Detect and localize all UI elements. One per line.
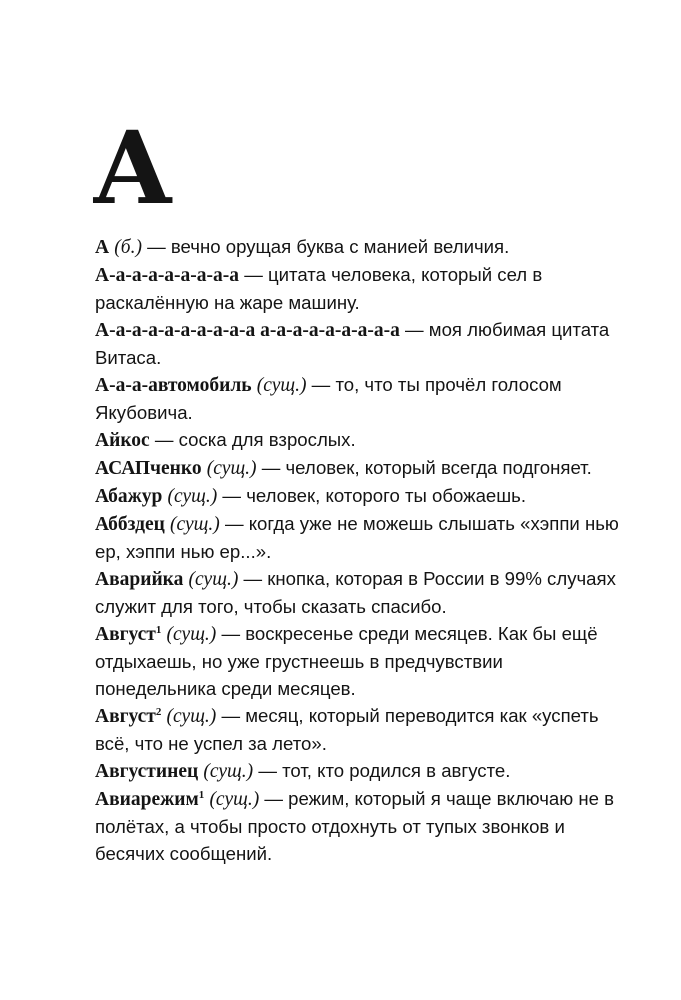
- dictionary-entry: А-а-а-а-а-а-а-а-а — цитата человека, который сел в раскалённую на жаре машину.: [95, 264, 543, 313]
- entry-term: А: [95, 237, 110, 258]
- entry-definition: цитата человека, который сел в раскалённую на жаре машину.: [95, 264, 543, 313]
- entry-definition: то, что ты прочёл голосом Якубовича.: [95, 374, 562, 423]
- entry-part-of-speech: (сущ.): [209, 789, 260, 810]
- dictionary-entry: Авиарежим$^1$ (сущ.) — режим, который я чаще включаю не в полётах, а чтобы просто отдохнуть от тупых звонков и бесячих сообщений.: [95, 788, 614, 864]
- entry-part-of-speech: (сущ.): [256, 375, 307, 396]
- entry-term: А-а-а-автомобиль: [95, 375, 252, 396]
- entry-superscript: 1: [198, 788, 205, 801]
- entry-part-of-speech: (сущ.): [166, 706, 217, 727]
- entry-term: Август: [95, 706, 156, 727]
- entry-part-of-speech: (сущ.): [166, 624, 217, 645]
- entry-definition: вечно орущая буква с манией величия.: [170, 236, 510, 257]
- dictionary-entry: АСАПченко (сущ.) — человек, который всегда подгоняет.: [95, 457, 592, 479]
- dictionary-entry: Августинец (сущ.) — тот, кто родился в августе.: [95, 760, 511, 782]
- entry-definition: кнопка, которая в России в 99% случаях служит для того, чтобы сказать спасибо.: [95, 568, 616, 617]
- entry-term: АСАПченко: [95, 458, 202, 479]
- entry-term: А-а-а-а-а-а-а-а-а-а а-а-а-а-а-а-а-а-а: [95, 320, 400, 341]
- dictionary-entry: А-а-а-а-а-а-а-а-а-а а-а-а-а-а-а-а-а-а — моя любимая цитата Витаса.: [95, 319, 610, 368]
- dictionary-entry: Август$^2$ (сущ.) — месяц, который переводится как «успеть всё, что не успел за лето».: [95, 705, 599, 754]
- entry-superscript: 2: [155, 705, 162, 718]
- entry-term: А-а-а-а-а-а-а-а-а: [95, 265, 240, 286]
- entry-definition: соска для взрослых.: [178, 429, 356, 450]
- entry-superscript: 1: [155, 623, 162, 636]
- dictionary-entry: А-а-а-автомобиль (сущ.) — то, что ты прочёл голосом Якубовича.: [95, 374, 562, 423]
- dictionary-entry: А (б.) — вечно орущая буква с манией величия.: [95, 236, 510, 258]
- entry-term: Авиарежим: [95, 789, 199, 810]
- entry-definition: человек, который всегда подгоняет.: [285, 457, 592, 478]
- entry-definition: месяц, который переводится как «успеть всё, что не успел за лето».: [95, 705, 599, 754]
- dictionary-entry: Айкос — соска для взрослых.: [95, 429, 356, 451]
- entry-definition: тот, кто родился в августе.: [282, 760, 511, 781]
- dictionary-entry: Аббздец (сущ.) — когда уже не можешь слышать «хэппи нью ер, хэппи нью ер...».: [95, 513, 619, 562]
- entry-part-of-speech: (сущ.): [203, 761, 254, 782]
- entry-term: Аббздец: [95, 514, 165, 535]
- entry-definition: моя любимая цитата Витаса.: [95, 319, 610, 368]
- entry-part-of-speech: (сущ.): [167, 486, 218, 507]
- entry-term: Абажур: [95, 486, 163, 507]
- section-letter-heading: А: [92, 109, 172, 227]
- entry-part-of-speech: (сущ.): [206, 458, 257, 479]
- dictionary-entry: Абажур (сущ.) — человек, которого ты обожаешь.: [95, 485, 527, 507]
- entry-definition: человек, которого ты обожаешь.: [246, 485, 527, 506]
- dictionary-entry: Аварийка (сущ.) — кнопка, которая в России в 99% случаях служит для того, чтобы сказать спасибо.: [95, 568, 616, 617]
- entry-part-of-speech: (б.): [114, 237, 142, 258]
- dictionary-entries: [95, 233, 625, 867]
- entry-term: Август: [95, 624, 156, 645]
- dictionary-entry: Август$^1$ (сущ.) — воскресенье среди месяцев. Как бы ещё отдыхаешь, но уже грустнеешь в предчувствии понедельника среди месяцев.: [95, 623, 598, 699]
- entry-definition: когда уже не можешь слышать «хэппи нью ер, хэппи нью ер...».: [95, 513, 619, 562]
- entry-part-of-speech: (сущ.): [188, 569, 239, 590]
- entry-term: Айкос: [95, 430, 150, 451]
- entry-part-of-speech: (сущ.): [170, 514, 220, 535]
- entry-definition: режим, который я чаще включаю не в полётах, а чтобы просто отдохнуть от тупых звонков и бесячих сообщений.: [95, 788, 614, 864]
- entry-definition: воскресенье среди месяцев. Как бы ещё отдыхаешь, но уже грустнеешь в предчувствии понедельника среди месяцев.: [95, 623, 598, 699]
- entry-term: Аварийка: [95, 569, 184, 590]
- entry-term: Августинец: [95, 761, 199, 782]
